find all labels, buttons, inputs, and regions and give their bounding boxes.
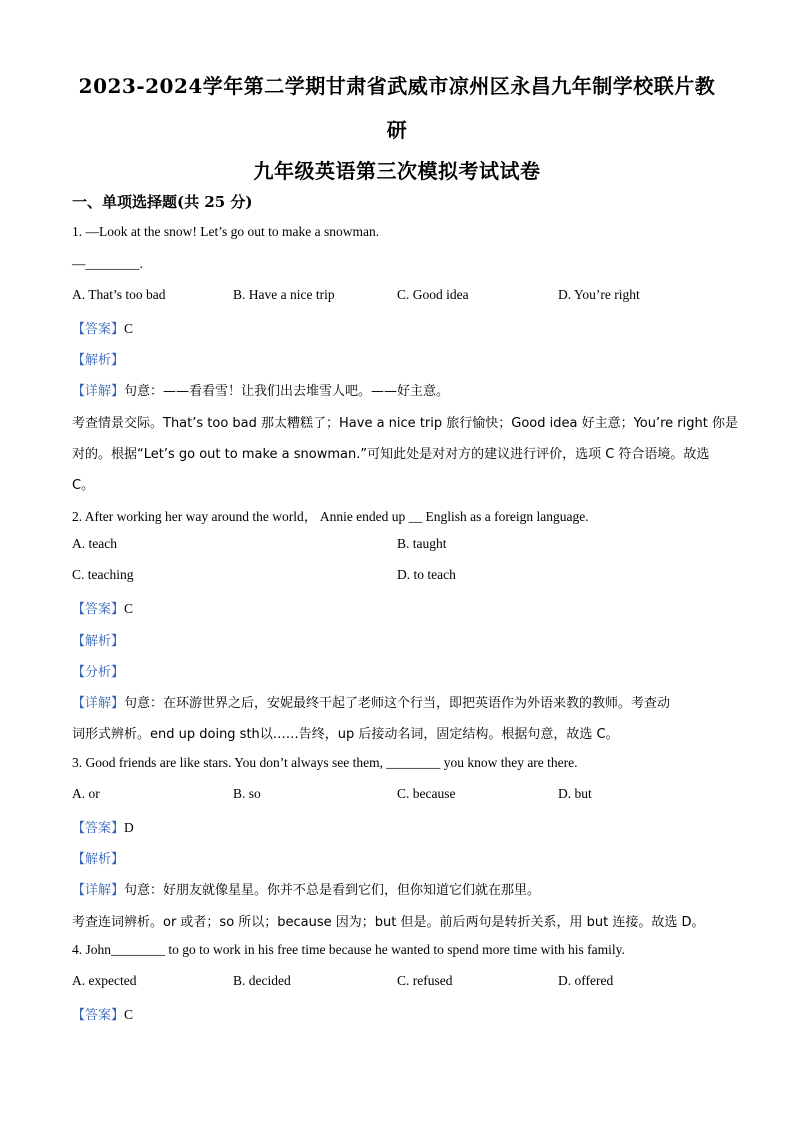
q3-stem: 3. Good friends are like stars. You don’t always see them, ________ you know they are there. — [72, 755, 578, 770]
q2-stem: 2. After working her way around the world， Annie ended up __ English as a foreign language. — [72, 509, 589, 524]
exam-subtitle: 九年级英语第三次模拟考试试卷 — [253, 159, 541, 183]
q2-option-d: D. to teach — [397, 567, 456, 582]
q3-analysis-label: 【解析】 — [72, 852, 125, 867]
q2-option-c: C. teaching — [72, 567, 134, 582]
q3-answer: 【答案】D — [72, 820, 134, 836]
q4-option-b: B. decided — [233, 973, 291, 988]
q2-option-a: A. teach — [72, 536, 117, 551]
q2-fenxi-label: 【分析】 — [72, 665, 125, 680]
q1-option-d: D. You’re right — [558, 287, 640, 302]
answer-value: C — [124, 321, 134, 336]
q3-option-a: A. or — [72, 786, 100, 801]
q1-option-a: A. That’s too bad — [72, 287, 166, 302]
q3-detail: 【详解】句意：好朋友就像星星。你并不总是看到它们，但你知道它们就在那里。 — [72, 883, 541, 898]
q2-detail: 【详解】句意：在环游世界之后，安妮最终干起了老师这个行当，即把英语作为外语来教的教师。考查动 — [72, 696, 671, 711]
q4-option-d: D. offered — [558, 973, 614, 988]
q1-explain-line3: C。 — [72, 478, 95, 493]
section-heading: 一、单项选择题(共 25 分) — [72, 193, 253, 211]
q2-option-b: B. taught — [397, 536, 447, 551]
q3-explain: 考查连词辨析。or 或者；so 所以；because 因为；but 但是。前后两句是转折关系，用 but 连接。故选 D。 — [72, 915, 705, 930]
q3-option-d: D. but — [558, 786, 592, 801]
exam-title-line1: 2023-2024学年第二学期甘肃省武威市凉州区永昌九年制学校联片教 — [78, 74, 716, 98]
q1-option-b: B. Have a nice trip — [233, 287, 335, 302]
q4-option-a: A. expected — [72, 973, 137, 988]
q1-analysis-label: 【解析】 — [72, 353, 125, 368]
q4-stem: 4. John________ to go to work in his free time because he wanted to spend more time with his family. — [72, 942, 625, 957]
q1-reply: —________. — [72, 256, 143, 271]
exam-title-line2: 研 — [386, 118, 408, 142]
q3-option-c: C. because — [397, 786, 456, 801]
q1-option-c: C. Good idea — [397, 287, 469, 302]
q4-answer: 【答案】C — [72, 1007, 134, 1023]
q2-analysis-label: 【解析】 — [72, 634, 125, 649]
q1-stem: 1. —Look at the snow! Let’s go out to make a snowman. — [72, 224, 380, 239]
q1-answer — [72, 318, 133, 337]
q1-detail: 【详解】句意：——看看雪！让我们出去堆雪人吧。——好主意。 — [72, 384, 450, 399]
q1-explain-line2: 对的。根据“Let’s go out to make a snowman.”可知此处是对对方的建议进行评价，选项 C 符合语境。故选 — [72, 447, 710, 462]
q4-option-c: C. refused — [397, 973, 453, 988]
answer-label: 【答案】 — [72, 322, 125, 337]
q2-answer: 【答案】C — [72, 601, 134, 617]
q1-explain-line1: 考查情景交际。That’s too bad 那太糟糕了；Have a nice trip 旅行愉快；Good idea 好主意；You’re right 你是 — [72, 416, 738, 431]
q3-option-b: B. so — [233, 786, 261, 801]
q2-explain: 词形式辨析。end up doing sth以……告终，up 后接动名词，固定结构。根据句意，故选 C。 — [72, 727, 619, 742]
